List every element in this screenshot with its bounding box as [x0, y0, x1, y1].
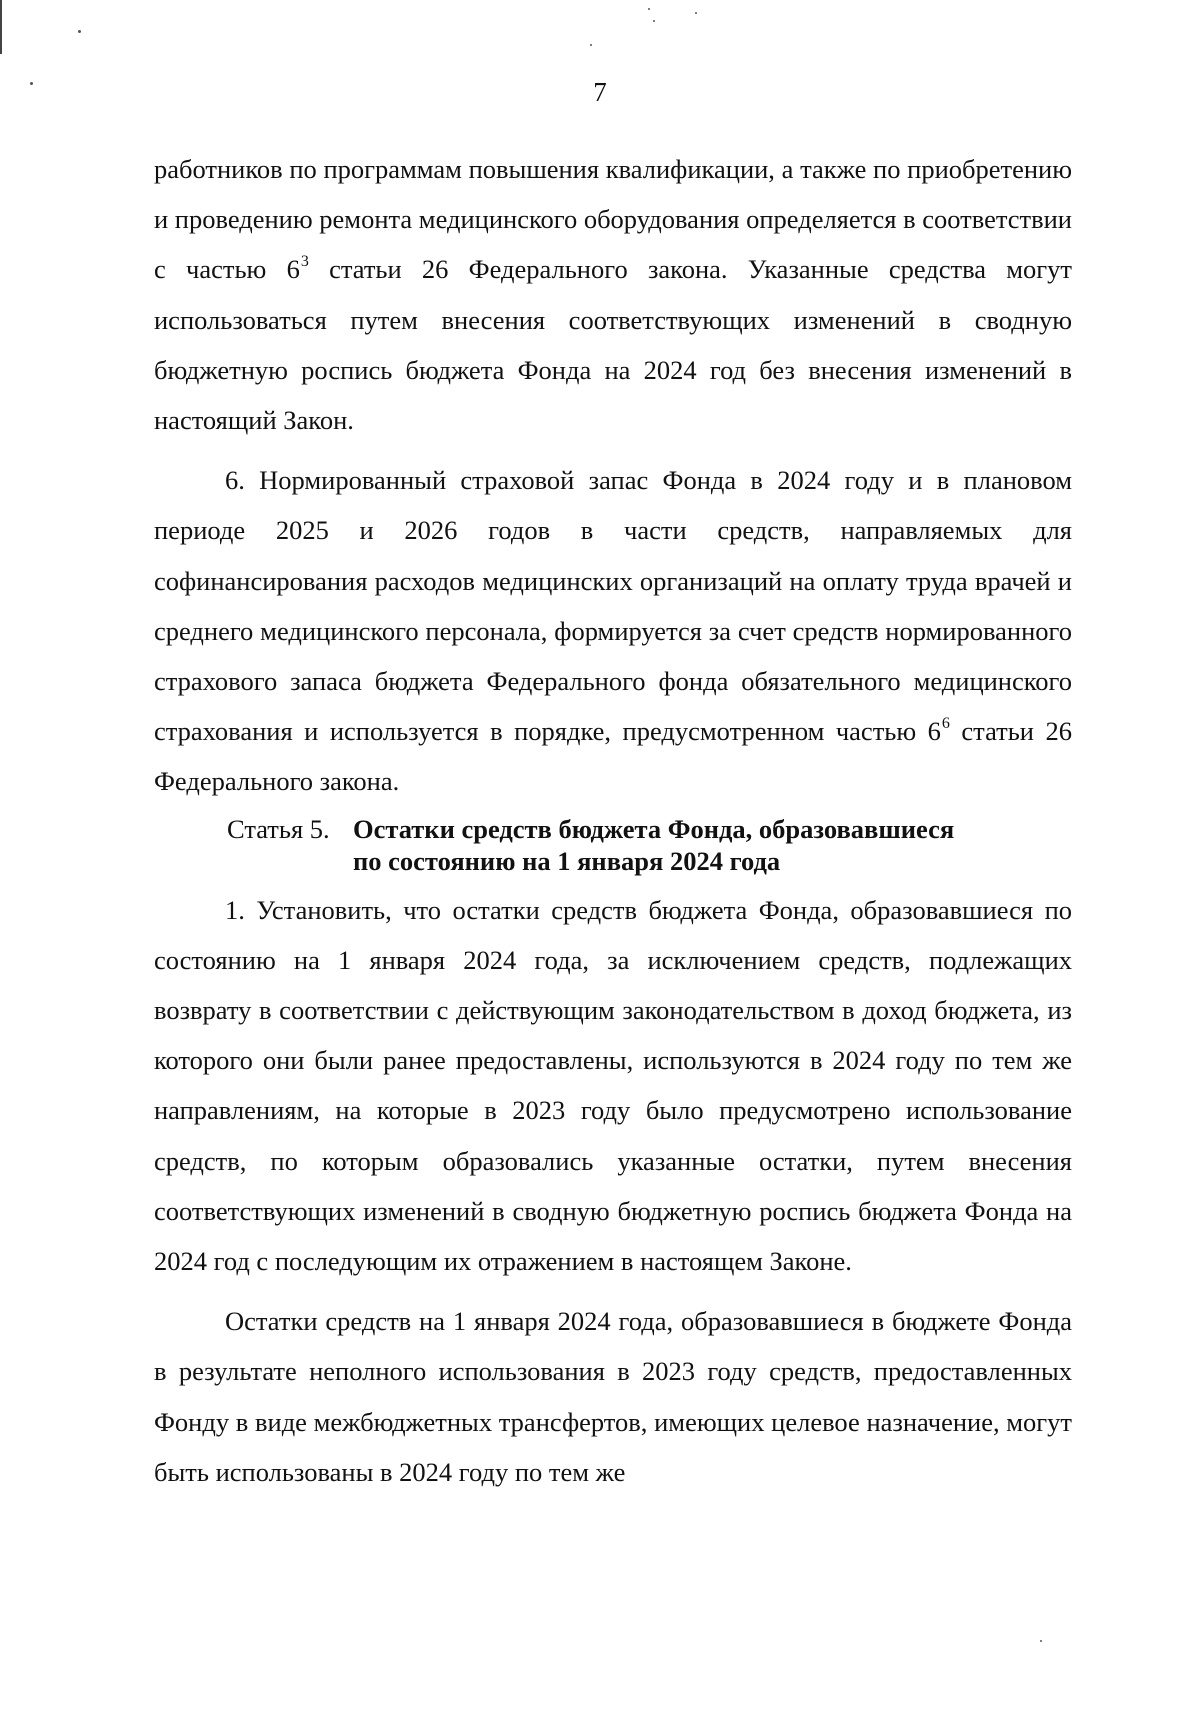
paragraph-text: 6. Нормированный страховой запас Фонда в 2024 году и в плановом периоде 2025 и 2026 годов в части средств, направляемых для софинансирования расходов медицинских организаций на оплату труда врачей и среднего медицинского персонала, формируется за счет средств нормированного страхового запаса бюджета Федерального фонда обязательного медицинского страхования и используется в порядке, предусмотренном частью 6 — [154, 465, 1072, 747]
paragraph-text: статьи 26 Федерального закона. Указанные средства могут использоваться путем внесения соответствующих изменений в сводную бюджетную роспись бюджета Фонда на 2024 год без внесения изменений в настоящий Закон. — [154, 254, 1072, 436]
paragraph-item-1: 1. Установить, что остатки средств бюджета Фонда, образовавшиеся по состоянию на 1 января 2024 года, за исключением средств, подлежащих возврату в соответствии с действующим законодательством в доход бюджета, из которого они были ранее предоставлены, используются в 2024 году по тем же направлениям, на которые в 2023 году было предусмотрено использование средств, по которым образовались указанные остатки, путем внесения соответствующих изменений в сводную бюджетную роспись бюджета Фонда на 2024 год с последующим их отражением в настоящем Законе. — [154, 894, 1072, 1277]
paragraph-remainders: Остатки средств на 1 января 2024 года, образовавшиеся в бюджете Фонда в результате неполного использования в 2023 году средств, предоставленных Фонду в виде межбюджетных трансфертов, имеющих целевое назначение, могут быть использованы в 2024 году по тем же — [154, 1306, 1072, 1487]
paragraph-item-6 — [154, 455, 1072, 806]
scan-speck — [1040, 1640, 1042, 1642]
scan-edge-mark — [0, 0, 2, 54]
scan-speck — [78, 30, 81, 33]
scan-speck — [653, 20, 655, 22]
superscript: 3 — [300, 253, 309, 271]
page-number: 7 — [593, 77, 607, 107]
scan-speck — [590, 44, 592, 46]
document-body — [154, 144, 1072, 1497]
superscript: 6 — [941, 715, 950, 733]
paragraph-text: статьи 26 Федерального закона. — [154, 716, 1072, 797]
scan-speck — [695, 12, 697, 14]
paragraph-text: работников по программам повышения квалификации, а также по приобретению и проведению ремонта медицинского оборудования определяется в соответствии с частью 6 — [154, 154, 1072, 285]
scan-speck — [648, 8, 650, 10]
article-heading — [154, 813, 1072, 877]
article-number: Статья 5. — [227, 813, 330, 844]
article-title-line-2: по состоянию на 1 января 2024 года — [353, 845, 781, 876]
article-title-line-1: Остатки средств бюджета Фонда, образовавшиеся — [353, 813, 955, 844]
paragraph-continuation — [154, 144, 1072, 445]
